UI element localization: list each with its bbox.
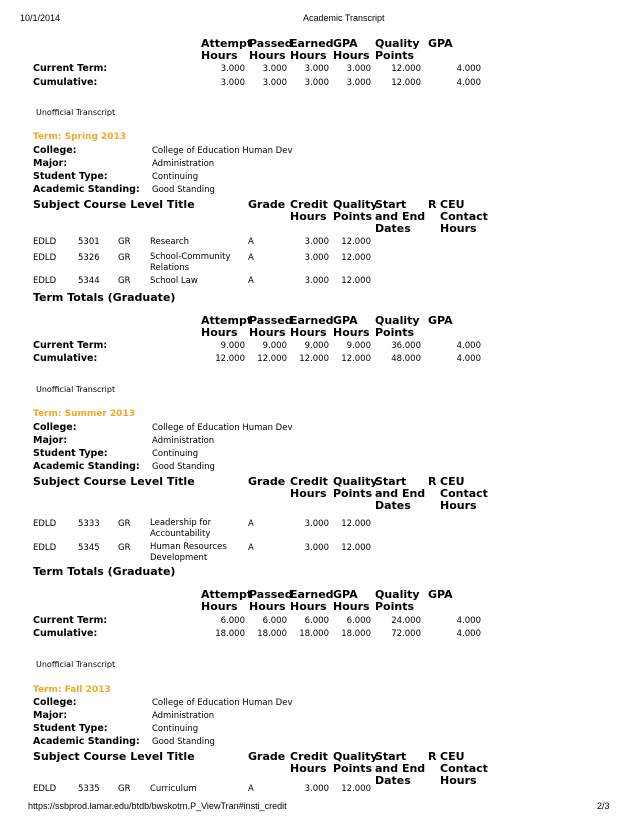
course-number: 5301 [78,237,100,247]
prev-cum-attempt: 3.000 [220,78,245,88]
print-url: https://ssbprod.lamar.edu/btdb/bwskotrn.P_ViewTran#insti_credit [28,801,287,811]
course-subject: EDLD [33,253,57,263]
current-attempt: 6.000 [220,616,245,626]
start-end-dates-header: Start and End Dates [375,750,426,787]
course-quality: 12.000 [341,253,371,263]
cumulative-label: Cumulative: [33,77,98,88]
r-header: R [428,198,437,211]
course-number: 5326 [78,253,100,263]
quality-points-header: Quality Points [375,588,420,613]
cum-gpa-hours: 12.000 [341,354,371,364]
major-value: Administration [152,159,215,169]
course-credit: 3.000 [304,253,329,263]
subject-course-level-title-header: Subject Course Level Title [33,475,195,488]
major-label: Major: [33,710,68,721]
passed-hours-header: Passed Hours [249,588,293,613]
course-grade: A [248,784,254,794]
course-quality: 12.000 [341,784,371,794]
passed-hours-header: Passed Hours [249,314,293,339]
course-grade: A [248,237,254,247]
cum-earned: 12.000 [299,354,329,364]
major-value: Administration [152,436,215,446]
gpa-hours-header: GPA Hours [333,314,370,339]
course-level: GR [118,784,131,794]
prev-current-attempt: 3.000 [220,64,245,74]
course-title: School Law [150,276,198,286]
quality-points-header: Quality Points [375,37,420,62]
cum-earned: 18.000 [299,629,329,639]
term-title: Term: Fall 2013 [33,685,111,695]
earned-hours-header: Earned Hours [290,314,334,339]
current-passed: 6.000 [262,616,287,626]
cumulative-label: Cumulative: [33,628,98,639]
academic-standing-label: Academic Standing: [33,461,140,472]
quality-points-header: Quality Points [333,475,378,500]
college-value: College of Education Human Dev [152,146,293,156]
prev-cum-earned: 3.000 [304,78,329,88]
ceu-contact-hours-header: CEU Contact Hours [440,198,488,235]
unofficial-transcript-label: Unofficial Transcript [36,108,116,117]
course-subject: EDLD [33,784,57,794]
course-number: 5335 [78,784,100,794]
earned-hours-header: Earned Hours [290,37,334,62]
gpa-header: GPA [428,314,453,327]
cum-passed: 12.000 [257,354,287,364]
attempt-hours-header: Attempt Hours [201,314,253,339]
current-attempt: 9.000 [220,341,245,351]
print-title: Academic Transcript [303,13,385,23]
gpa-hours-header: GPA Hours [333,37,370,62]
student-type-value: Continuing [152,172,199,182]
term-title: Term: Spring 2013 [33,132,127,142]
prev-current-gpa: 4.000 [456,64,481,74]
course-quality: 12.000 [341,543,371,553]
course-title: Leadership for Accountability [150,518,212,539]
course-grade: A [248,276,254,286]
quality-points-header: Quality Points [375,314,420,339]
prev-current-gpa-hours: 3.000 [346,64,371,74]
grade-header: Grade [248,750,286,763]
current-earned: 6.000 [304,616,329,626]
student-type-value: Continuing [152,449,199,459]
credit-hours-header: Credit Hours [290,750,328,775]
earned-hours-header: Earned Hours [290,588,334,613]
current-gpa-hours: 9.000 [346,341,371,351]
cumulative-label: Cumulative: [33,353,98,364]
course-title: School-Community Relations [150,252,231,273]
cum-attempt: 18.000 [215,629,245,639]
r-header: R [428,750,437,763]
course-level: GR [118,237,131,247]
subject-course-level-title-header: Subject Course Level Title [33,198,195,211]
cum-quality: 72.000 [391,629,421,639]
course-level: GR [118,253,131,263]
course-grade: A [248,519,254,529]
course-title: Research [150,237,189,247]
prev-current-earned: 3.000 [304,64,329,74]
academic-standing-value: Good Standing [152,462,215,472]
subject-course-level-title-header: Subject Course Level Title [33,750,195,763]
prev-current-quality: 12.000 [391,64,421,74]
student-type-label: Student Type: [33,723,108,734]
cum-passed: 18.000 [257,629,287,639]
page-number: 2/3 [597,801,610,811]
course-level: GR [118,276,131,286]
college-label: College: [33,145,77,156]
gpa-header: GPA [428,37,453,50]
attempt-hours-header: Attempt Hours [201,37,253,62]
course-subject: EDLD [33,276,57,286]
r-header: R [428,475,437,488]
major-label: Major: [33,158,68,169]
unofficial-transcript-label: Unofficial Transcript [36,385,116,394]
college-label: College: [33,697,77,708]
prev-current-passed: 3.000 [262,64,287,74]
passed-hours-header: Passed Hours [249,37,293,62]
course-grade: A [248,253,254,263]
attempt-hours-header: Attempt Hours [201,588,253,613]
academic-standing-label: Academic Standing: [33,736,140,747]
quality-points-header: Quality Points [333,750,378,775]
current-gpa: 4.000 [456,341,481,351]
student-type-label: Student Type: [33,448,108,459]
course-subject: EDLD [33,237,57,247]
course-credit: 3.000 [304,237,329,247]
start-end-dates-header: Start and End Dates [375,475,426,512]
student-type-label: Student Type: [33,171,108,182]
credit-hours-header: Credit Hours [290,198,328,223]
current-term-label: Current Term: [33,340,108,351]
term-title: Term: Summer 2013 [33,409,135,419]
ceu-contact-hours-header: CEU Contact Hours [440,475,488,512]
cum-gpa-hours: 18.000 [341,629,371,639]
course-grade: A [248,543,254,553]
print-date: 10/1/2014 [20,13,61,23]
cum-gpa: 4.000 [456,629,481,639]
prev-cum-gpa-hours: 3.000 [346,78,371,88]
course-quality: 12.000 [341,519,371,529]
college-label: College: [33,422,77,433]
major-value: Administration [152,711,215,721]
grade-header: Grade [248,475,286,488]
college-value: College of Education Human Dev [152,423,293,433]
course-credit: 3.000 [304,543,329,553]
current-passed: 9.000 [262,341,287,351]
course-credit: 3.000 [304,519,329,529]
gpa-hours-header: GPA Hours [333,588,370,613]
academic-standing-label: Academic Standing: [33,184,140,195]
prev-cum-gpa: 4.000 [456,78,481,88]
academic-standing-value: Good Standing [152,737,215,747]
course-quality: 12.000 [341,237,371,247]
start-end-dates-header: Start and End Dates [375,198,426,235]
term-totals-title: Term Totals (Graduate) [33,565,176,578]
gpa-header: GPA [428,588,453,601]
cum-attempt: 12.000 [215,354,245,364]
major-label: Major: [33,435,68,446]
current-earned: 9.000 [304,341,329,351]
current-gpa: 4.000 [456,616,481,626]
cum-quality: 48.000 [391,354,421,364]
course-subject: EDLD [33,519,57,529]
college-value: College of Education Human Dev [152,698,293,708]
credit-hours-header: Credit Hours [290,475,328,500]
current-gpa-hours: 6.000 [346,616,371,626]
course-quality: 12.000 [341,276,371,286]
course-level: GR [118,519,131,529]
course-credit: 3.000 [304,276,329,286]
grade-header: Grade [248,198,286,211]
course-credit: 3.000 [304,784,329,794]
term-totals-title: Term Totals (Graduate) [33,291,176,304]
ceu-contact-hours-header: CEU Contact Hours [440,750,488,787]
current-quality: 24.000 [391,616,421,626]
current-term-label: Current Term: [33,63,108,74]
current-term-label: Current Term: [33,615,108,626]
course-level: GR [118,543,131,553]
student-type-value: Continuing [152,724,199,734]
prev-cum-quality: 12.000 [391,78,421,88]
academic-standing-value: Good Standing [152,185,215,195]
clipped-course-row [0,784,638,796]
unofficial-transcript-label: Unofficial Transcript [36,660,116,669]
current-quality: 36.000 [391,341,421,351]
course-title: Curriculum [150,784,197,794]
course-number: 5344 [78,276,100,286]
course-title: Human Resources Development [150,542,227,563]
prev-cum-passed: 3.000 [262,78,287,88]
quality-points-header: Quality Points [333,198,378,223]
course-number: 5345 [78,543,100,553]
cum-gpa: 4.000 [456,354,481,364]
course-number: 5333 [78,519,100,529]
course-subject: EDLD [33,543,57,553]
